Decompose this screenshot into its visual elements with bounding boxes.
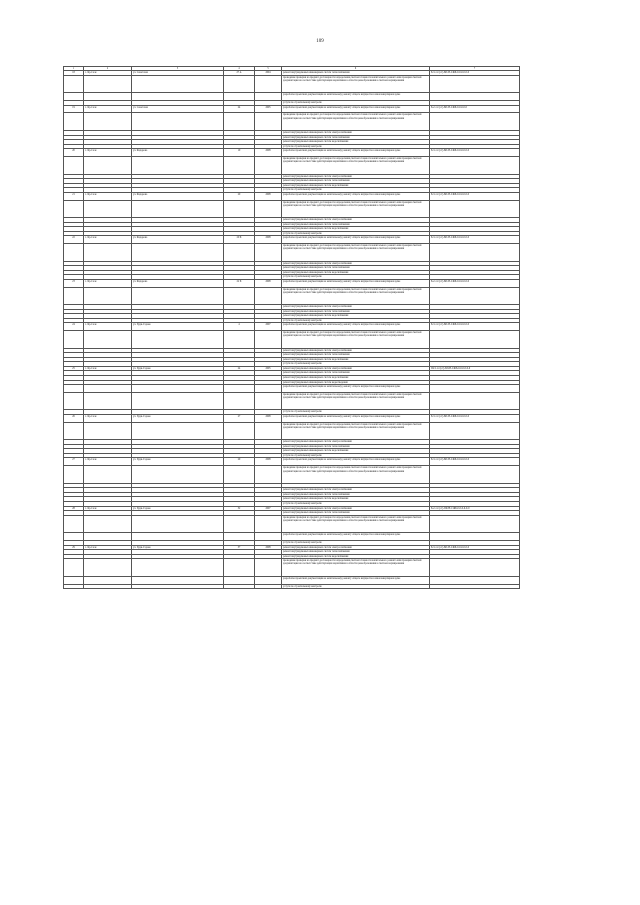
table-row [64,559,520,577]
work-type-cell: проведение проверки на предмет достоверности определения сметной стоимости капитального ремонта или проверки сметной документации на соответствие действующим нормативам в области ценообразования в сметном нормировании [282,331,430,349]
house-number-cell: 24 [224,366,255,371]
work-type-cell: услуги по строительному контролю [282,101,430,106]
work-type-cell: разработка проектной документации на капитальному ремонту общего имущества в многоквартирном доме [282,93,430,101]
work-type-cell: ремонт внутридомовых инженерных систем электроснабжения [282,261,430,266]
street-cell [132,422,224,440]
house-code-cell [430,287,520,305]
house-code-cell: Б-2-1-С(ст)-ПК3Е-СЖБ-0-0-0-0-0-0 [430,506,520,511]
year-cell: 2008 [255,414,282,422]
settlement-cell [84,331,132,349]
work-type-cell: ремонт внутридомовых инженерных систем теплоснабжения [282,492,430,497]
house-code-cell [430,113,520,131]
header-cell: 5 [255,67,282,71]
house-code-cell [430,422,520,440]
work-type-cell: ремонт внутридомовых инженерных систем электроснабжения [282,131,430,136]
row-number-cell: 28 [64,506,84,511]
work-type-cell: проведение проверки на предмет достоверности определения сметной стоимости капитального ремонта или проверки сметной документации на соответствие действующим нормативам в области ценообразования в сметном нормировании [282,559,430,577]
work-type-cell: проведение проверки на предмет достоверности определения сметной стоимости капитального ремонта или проверки сметной документации на соответствие действующим нормативам в области ценообразования в сметном нормировании [282,515,430,533]
row-number-cell [64,559,84,577]
work-type-cell: ремонт внутридомовых инженерных систем теплоснабжения [282,309,430,314]
table-row [64,458,520,466]
house-number-cell [224,515,255,533]
row-number-cell: 22 [64,236,84,244]
house-number-cell [224,331,255,349]
settlement-cell [84,244,132,262]
house-code-cell: Б-3-1-С(ст)-БП-Н-СЖБ-0-0-0-0-0-0 [430,71,520,76]
house-number-cell [224,244,255,262]
street-cell: ул. Федорова [132,279,224,287]
street-cell [132,559,224,577]
work-type-cell: ремонт внутридомовых инженерных систем теплоснабжения [282,550,430,555]
house-code-cell: III-3-1-С(ст)-БП-Н-СЖБ-0-0-0-0-0-0 [430,366,520,371]
year-cell [255,113,282,131]
street-cell: ул. Худи-Сэроко [132,414,224,422]
house-code-cell [430,584,520,589]
row-number-cell: 24 [64,323,84,331]
year-cell [255,466,282,484]
work-type-cell: разработка проектной документации на капитальному ремонту общего имущества в многоквартирном доме [282,385,430,393]
street-cell [132,385,224,393]
settlement-cell: с. Яр-Сале [84,366,132,371]
table-row [64,414,520,422]
work-type-cell: услуги по строительному контролю [282,318,430,323]
header-cell: 4 [224,67,255,71]
settlement-cell [84,287,132,305]
table-row [64,200,520,218]
settlement-cell [84,392,132,410]
settlement-cell [84,559,132,577]
year-cell: 2008 [255,192,282,200]
work-type-cell: услуги по строительному контролю [282,584,430,589]
house-code-cell: Б-3-1-С(ст)-БП-Н-СЖБ-0-0-0-0-0-0 [430,149,520,157]
row-number-cell [64,75,84,93]
year-cell [255,422,282,440]
house-code-cell [430,515,520,533]
house-number-cell [224,422,255,440]
house-code-cell: Б-3-1-С(ст)-БП-Н-СЖБ-0-0-0-0-0-0 [430,236,520,244]
settlement-cell: с. Яр-Сале [84,71,132,76]
street-cell: ул. Федорова [132,149,224,157]
work-type-cell: услуги по строительному контролю [282,362,430,367]
house-number-cell [224,559,255,577]
row-number-cell: 29 [64,545,84,550]
settlement-cell [84,584,132,589]
house-number-cell [224,93,255,101]
table-row [64,533,520,541]
year-cell [255,584,282,589]
year-cell [255,385,282,393]
year-cell: 2008 [255,149,282,157]
row-number-cell: 27 [64,458,84,466]
row-number-cell [64,244,84,262]
house-number-cell [224,287,255,305]
capital-repair-table [63,66,520,589]
year-cell [255,392,282,410]
work-type-cell: разработка проектной документации на капитальному ремонту общего имущества в многоквартирном доме [282,323,430,331]
street-cell: ул. Худи-Сэроко [132,366,224,371]
street-cell [132,244,224,262]
house-number-cell [224,584,255,589]
work-type-cell: услуги по строительному контролю [282,231,430,236]
work-type-cell: ремонт внутридомовых инженерных систем водоснабжения [282,375,430,380]
work-type-cell: разработка проектной документации на капитальному ремонту общего имущества в многоквартирном доме [282,192,430,200]
table-body [64,67,520,589]
house-number-cell [224,533,255,541]
work-type-cell: проведение проверки на предмет достоверности определения сметной стоимости капитального ремонта или проверки сметной документации на соответствие действующим нормативам в области ценообразования в сметном нормировании [282,113,430,131]
work-type-cell: услуги по строительному контролю [282,502,430,507]
table-row [64,331,520,349]
work-type-cell: ремонт внутридомовых инженерных систем водоснабжения [282,357,430,362]
house-code-cell [430,75,520,93]
year-cell: 2008 [255,545,282,550]
work-type-cell: ремонт внутридомовых инженерных систем водоснабжения [282,270,430,275]
street-cell: ул. Худи-Сэроко [132,506,224,511]
table-row [64,75,520,93]
work-type-cell: ремонт внутридомовых инженерных систем электроснабжения [282,545,430,550]
row-number-cell [64,533,84,541]
house-code-cell [430,559,520,577]
work-type-cell: разработка проектной документации на капитальному ремонту общего имущества в многоквартирном доме [282,458,430,466]
work-type-cell: ремонт внутридомовых инженерных систем электроснабжения [282,440,430,445]
house-code-cell [430,533,520,541]
year-cell [255,533,282,541]
row-number-cell [64,385,84,393]
table-row [64,113,520,131]
year-cell [255,157,282,175]
settlement-cell [84,533,132,541]
street-cell: ул. Худи-Сэроко [132,323,224,331]
house-code-cell: Б-2-1-С(ст)-БП-Н-СЖБ-0-0-0-0-0-0 [430,279,520,287]
house-code-cell [430,392,520,410]
settlement-cell: с. Яр-Сале [84,149,132,157]
work-type-cell: проведение проверки на предмет достоверности определения сметной стоимости капитального ремонта или проверки сметной документации на соответствие действующим нормативам в области ценообразования в сметном нормировании [282,392,430,410]
settlement-cell: с. Яр-Сале [84,192,132,200]
work-type-cell: ремонт внутридомовых инженерных систем теплоснабжения [282,71,430,76]
work-type-cell: ремонт внутридомовых инженерных систем электроснабжения [282,506,430,511]
work-type-cell: разработка проектной документации на капитальному ремонту общего имущества в многоквартирном доме [282,414,430,422]
house-code-cell: Б-3-1-С(ст)-БП-Н-СЖБ-0-0-0-0-0-0 [430,458,520,466]
work-type-cell: ремонт внутридомовых инженерных систем водоснабжения [282,449,430,454]
settlement-cell [84,515,132,533]
house-number-cell: 27 [224,414,255,422]
street-cell [132,157,224,175]
table-row [64,236,520,244]
year-cell: 2005 [255,366,282,371]
year-cell: 2007 [255,506,282,511]
house-number-cell: 20 Б [224,236,255,244]
table-row [64,93,520,101]
street-cell [132,200,224,218]
street-cell: ул. Советская [132,71,224,76]
house-code-cell: Б-2-1-С(ст)-БП-Н-СЖБ-0-0-0-0-0 [430,105,520,113]
work-type-cell: ремонт внутридомовых инженерных систем водоснабжения [282,497,430,502]
street-cell [132,287,224,305]
settlement-cell [84,93,132,101]
work-type-cell: проведение проверки на предмет достоверности определения сметной стоимости капитального ремонта или проверки сметной документации на соответствие действующим нормативам в области ценообразования в сметном нормировании [282,200,430,218]
street-cell [132,533,224,541]
house-number-cell [224,385,255,393]
table-row [64,323,520,331]
row-number-cell: 23 [64,279,84,287]
work-type-cell: ремонт внутридомовых инженерных систем водоснабжения [282,183,430,188]
row-number-cell [64,422,84,440]
house-code-cell: Б-3-1-С(ст)-БП-Н-СЖБ-0-0-0-0-0-0 [430,192,520,200]
table-row [64,244,520,262]
work-type-cell: ремонт внутридомовых инженерных систем теплоснабжения [282,222,430,227]
work-type-cell: разработка проектной документации на капитальному ремонту общего имущества в многоквартирном доме [282,149,430,157]
row-number-cell: 26 [64,414,84,422]
street-cell [132,113,224,131]
work-type-cell: услуги по строительному контролю [282,144,430,149]
settlement-cell: с. Яр-Сале [84,458,132,466]
table-row [64,466,520,484]
street-cell: ул. Худи-Сэроко [132,458,224,466]
work-type-cell: ремонт внутридомовых инженерных систем электроснабжения [282,366,430,371]
house-code-cell: Б-3-1-С(ст)-БП-Н-СЖБ-0-0-0-0-0-0 [430,545,520,550]
year-cell [255,576,282,584]
table-row [64,149,520,157]
table-row [64,385,520,393]
year-cell [255,93,282,101]
work-type-cell: ремонт внутридомовых инженерных систем электроснабжения [282,218,430,223]
work-type-cell: ремонт внутридомовых инженерных систем теплоснабжения [282,179,430,184]
work-type-cell: проведение проверки на предмет достоверности определения сметной стоимости капитального ремонта или проверки сметной документации на соответствие действующим нормативам в области ценообразования в сметном нормировании [282,75,430,93]
table-row [64,279,520,287]
settlement-cell: с. Яр-Сале [84,279,132,287]
street-cell: ул. Худи-Сэроко [132,545,224,550]
work-type-cell: разработка проектной документации на капитальному ремонту общего имущества в многоквартирном доме [282,576,430,584]
house-number-cell: 37 [224,545,255,550]
house-number-cell: 27 А [224,71,255,76]
header-cell: 2 [84,67,132,71]
row-number-cell [64,200,84,218]
row-number-cell: 19 [64,105,84,113]
house-number-cell: 29 [224,458,255,466]
work-type-cell: разработка проектной документации на капитальному ремонту общего имущества в многоквартирном доме [282,105,430,113]
row-number-cell [64,93,84,101]
work-type-cell: проведение проверки на предмет достоверности определения сметной стоимости капитального ремонта или проверки сметной документации на соответствие действующим нормативам в области ценообразования в сметном нормировании [282,422,430,440]
year-cell: 2004 [255,71,282,76]
house-number-cell: 19 [224,149,255,157]
work-type-cell: разработка проектной документации на капитальному ремонту общего имущества в многоквартирном доме [282,236,430,244]
house-number-cell [224,157,255,175]
settlement-cell: с. Яр-Сале [84,414,132,422]
street-cell [132,75,224,93]
house-number-cell: 32 [224,506,255,511]
street-cell [132,392,224,410]
house-number-cell [224,576,255,584]
work-type-cell: ремонт внутридомовых инженерных систем электроснабжения [282,305,430,310]
year-cell [255,331,282,349]
row-number-cell [64,515,84,533]
house-code-cell [430,466,520,484]
settlement-cell: с. Яр-Сале [84,506,132,511]
table-row [64,576,520,584]
work-type-cell: ремонт внутридомовых инженерных систем теплоснабжения [282,444,430,449]
row-number-cell [64,331,84,349]
year-cell [255,244,282,262]
year-cell [255,559,282,577]
header-cell: 6 [282,67,430,71]
work-type-cell: услуги по строительному контролю [282,453,430,458]
row-number-cell [64,466,84,484]
settlement-cell: с. Яр-Сале [84,105,132,113]
settlement-cell: с. Яр-Сале [84,236,132,244]
work-type-cell: ремонт внутридомовых инженерных систем водоотведения [282,380,430,385]
row-number-cell: 25 [64,366,84,371]
street-cell [132,515,224,533]
house-number-cell: 20 [224,192,255,200]
settlement-cell [84,113,132,131]
house-code-cell [430,93,520,101]
work-type-cell: разработка проектной документации на капитальному ремонту общего имущества в многоквартирном доме [282,279,430,287]
table-row [64,157,520,175]
settlement-cell [84,422,132,440]
table-row [64,287,520,305]
work-type-cell: ремонт внутридомовых инженерных систем теплоснабжения [282,371,430,376]
street-cell: ул. Советская [132,105,224,113]
work-type-cell: разработка проектной документации на капитальному ремонту общего имущества в многоквартирном доме [282,533,430,541]
settlement-cell [84,466,132,484]
house-code-cell [430,576,520,584]
table-row [64,392,520,410]
row-number-cell [64,113,84,131]
work-type-cell: ремонт внутридомовых инженерных систем теплоснабжения [282,353,430,358]
header-cell: 3 [132,67,224,71]
settlement-cell [84,75,132,93]
house-number-cell [224,466,255,484]
year-cell: 2008 [255,458,282,466]
work-type-cell: проведение проверки на предмет достоверности определения сметной стоимости капитального ремонта или проверки сметной документации на соответствие действующим нормативам в области ценообразования в сметном нормировании [282,244,430,262]
work-type-cell: ремонт внутридомовых инженерных систем теплоснабжения [282,266,430,271]
work-type-cell: проведение проверки на предмет достоверности определения сметной стоимости капитального ремонта или проверки сметной документации на соответствие действующим нормативам в области ценообразования в сметном нормировании [282,157,430,175]
table-row [64,192,520,200]
year-cell [255,200,282,218]
row-number-cell: 20 [64,149,84,157]
work-type-cell: ремонт внутридомовых инженерных систем водоснабжения [282,227,430,232]
work-type-cell: ремонт внутридомовых инженерных систем теплоснабжения [282,135,430,140]
street-cell [132,576,224,584]
house-code-cell [430,200,520,218]
house-number-cell: 4 [224,323,255,331]
work-type-cell: услуги по строительному контролю [282,410,430,415]
house-code-cell [430,244,520,262]
row-number-cell: 21 [64,192,84,200]
work-type-cell: ремонт внутридомовых инженерных систем электроснабжения [282,488,430,493]
settlement-cell [84,200,132,218]
work-type-cell: ремонт внутридомовых инженерных систем водоснабжения [282,140,430,145]
house-number-cell: 22 Б [224,279,255,287]
house-number-cell [224,200,255,218]
page-number: 109 [316,39,324,44]
work-type-cell: проведение проверки на предмет достоверности определения сметной стоимости капитального ремонта или проверки сметной документации на соответствие действующим нормативам в области ценообразования в сметном нормировании [282,466,430,484]
work-type-cell: услуги по строительному контролю [282,541,430,546]
header-cell: 7 [430,67,520,71]
house-number-cell [224,75,255,93]
house-code-cell: Б-3-1-С(ст)-БП-Н-СЖБ-0-0-0-0-0-0 [430,414,520,422]
work-type-cell: ремонт внутридомовых инженерных систем теплоснабжения [282,511,430,516]
street-cell: ул. Федорова [132,236,224,244]
settlement-cell: с. Яр-Сале [84,323,132,331]
year-cell [255,75,282,93]
year-cell: 2008 [255,279,282,287]
table-row [64,515,520,533]
street-cell [132,331,224,349]
work-type-cell: услуги по строительному контролю [282,275,430,280]
work-type-cell: ремонт внутридомовых инженерных систем водоснабжения [282,314,430,319]
work-type-cell: ремонт внутридомовых инженерных систем электроснабжения [282,174,430,179]
row-number-cell [64,584,84,589]
year-cell: 2008 [255,236,282,244]
street-cell: ул. Федорова [132,192,224,200]
street-cell [132,466,224,484]
row-number-cell [64,576,84,584]
settlement-cell [84,576,132,584]
house-code-cell [430,385,520,393]
row-number-cell [64,392,84,410]
year-cell: 2007 [255,323,282,331]
street-cell [132,93,224,101]
house-number-cell: 24 [224,105,255,113]
settlement-cell [84,385,132,393]
header-cell: 1 [64,67,84,71]
house-code-cell [430,157,520,175]
house-number-cell [224,113,255,131]
settlement-cell [84,157,132,175]
street-cell [132,584,224,589]
table-row [64,584,520,589]
row-number-cell [64,157,84,175]
year-cell: 2005 [255,105,282,113]
year-cell [255,287,282,305]
table-row [64,105,520,113]
row-number-cell: 18 [64,71,84,76]
settlement-cell: с. Яр-Сале [84,545,132,550]
work-type-cell: услуги по строительному контролю [282,188,430,193]
table-row [64,422,520,440]
work-type-cell: проведение проверки на предмет достоверности определения сметной стоимости капитального ремонта или проверки сметной документации на соответствие действующим нормативам в области ценообразования в сметном нормировании [282,287,430,305]
house-number-cell [224,392,255,410]
work-type-cell: ремонт внутридомовых инженерных систем водоснабжения [282,554,430,559]
house-code-cell [430,331,520,349]
work-type-cell: ремонт внутридомовых инженерных систем электроснабжения [282,348,430,353]
house-code-cell: Б-3-1-С(ст)-БП-Н-СЖБ-0-0-0-0-0-0 [430,323,520,331]
year-cell [255,515,282,533]
row-number-cell [64,287,84,305]
